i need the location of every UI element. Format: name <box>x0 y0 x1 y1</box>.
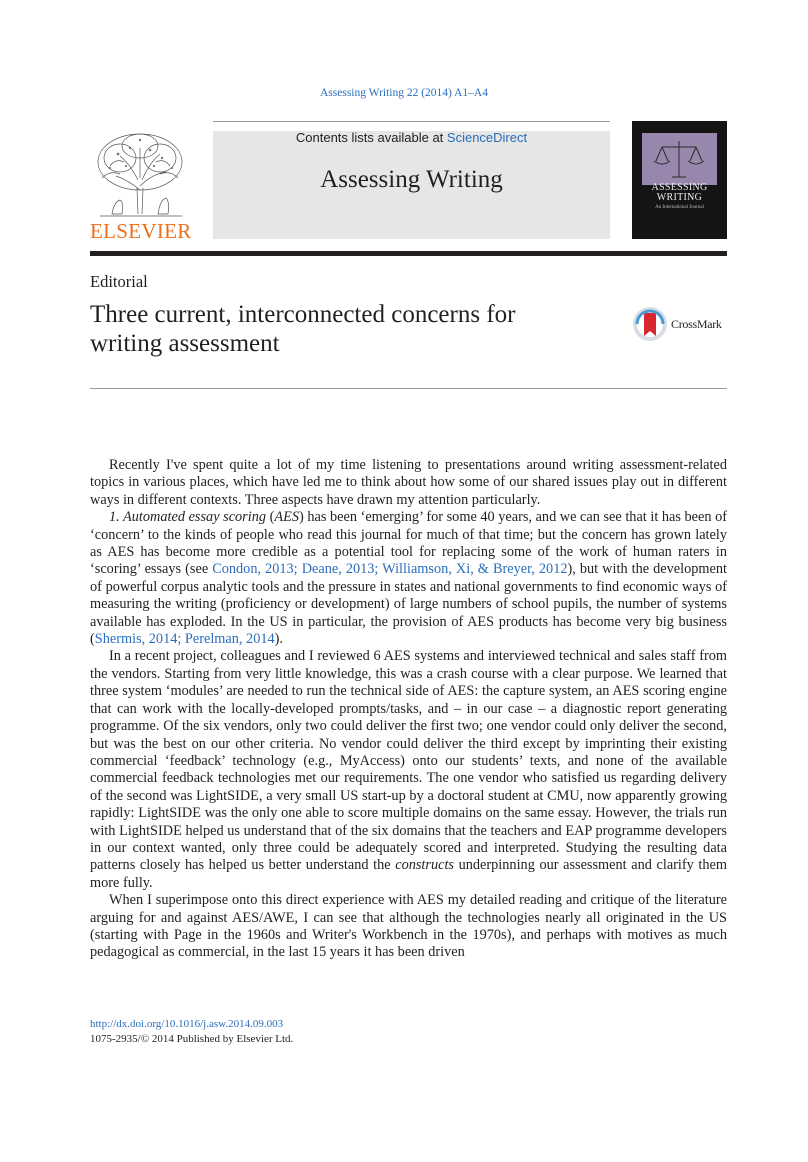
doi-link[interactable]: http://dx.doi.org/10.1016/j.asw.2014.09.003 <box>90 1018 284 1030</box>
publisher-wordmark[interactable]: ELSEVIER <box>90 219 192 243</box>
header-thick-rule <box>90 251 727 256</box>
body-text-run: underpinning our assessment and clarify them more fully. <box>90 857 727 891</box>
body-text-run: ) has been ‘emerging’ for some 40 years, and we can see that it has been of ‘concern’ to the kinds of people who read this journal for much of that time; but the concern has grown lately as AES has become more credible as a potential tool for replacing some of the work of human raters in ‘scoring’ essays (see <box>90 509 727 578</box>
body-paragraph: Recently I've spent quite a lot of my time listening to presentations around writing assessment-related topics in various places, which have led me to think about how some of our shared issues play out in different ways in different contexts. Three aspects have drawn my attention particularly. <box>90 457 727 508</box>
contents-availability-line <box>213 130 610 145</box>
body-paragraph <box>90 509 727 648</box>
journal-reference[interactable]: Assessing Writing 22 (2014) A1–A4 <box>320 87 488 99</box>
journal-cover-image[interactable] <box>632 121 727 239</box>
citation-link[interactable]: Shermis, 2014; Perelman, 2014 <box>94 631 275 648</box>
body-paragraph: When I superimpose onto this direct experience with AES my detailed reading and critique of the literature arguing for and against AES/AWE, I can see that although the technologies nearly all originated in the US (starting with Page in the 1960s and Writer's Workbench in the 1970s), and perhaps with motives as much pedagogical as commercial, in the last 15 years it has been driven <box>90 892 727 961</box>
sciencedirect-link[interactable]: ScienceDirect <box>446 130 528 145</box>
cover-title <box>632 183 727 203</box>
copyright-notice: 1075-2935/© 2014 Published by Elsevier Ltd. <box>90 1033 294 1045</box>
italic-abbreviation: AES <box>274 509 300 526</box>
crossmark-label[interactable]: CrossMark <box>671 317 722 331</box>
italic-lead: 1. Automated essay scoring <box>109 509 267 526</box>
contents-prefix: Contents lists available at <box>295 130 447 145</box>
article-title: Three current, interconnected concerns for writing assessment <box>90 301 516 357</box>
journal-title[interactable]: Assessing Writing <box>320 166 503 193</box>
cover-title-line1: ASSESSING <box>651 182 708 193</box>
body-text-run: ), but with the development of powerful corpus analytic tools and the pressure in states and national governments to find economic ways of measuring the writing (proficiency or development) of large numbers of school pupils, the number of systems available has exploded. In the US in particular, the provision of AES products has become very big business ( <box>90 561 727 648</box>
article-section-label: Editorial <box>90 272 148 291</box>
body-text-run: In a recent project, colleagues and I reviewed 6 AES systems and interviewed technical and sales staff from the vendors. Starting from very little knowledge, this was a crash course with a clear purpose. We learned that three system ‘modules’ are needed to run the technical side of AES: the capture system, an AES scoring engine that can work with the locally-developed prompts/tasks, and – in our case – a diagnostic report generating programme. Of the six vendors, only two could deliver the first two; one vendor could only deliver the second, but was the best on our other criteria. No vendor could deliver the third except by imprinting their existing commercial ‘feedback’ technology (e.g., MyAccess) onto our students’ texts, and none of the available commercial feedback technologies met our requirements. The one vendor who satisfied us regarding delivery of the second was LightSIDE, a very small US start-up by a doctoral student at CMU, now apparently growing rapidly: LightSIDE was the only one able to score multiple domains on the same essay. However, the trials run with LightSIDE helped us understand that of the six domains that the teachers and EAP programme developers in our context wanted, only three could be adequately scored and interpreted. Studying the resulting data patterns closely has helped us better understand the <box>90 648 727 874</box>
body-paragraph <box>90 648 727 892</box>
cover-subtitle: An International Journal <box>655 205 704 210</box>
cover-scales-icon <box>642 133 717 185</box>
body-text-run: ). <box>274 631 283 648</box>
masthead-top-rule <box>213 121 610 122</box>
paren-open: ( <box>266 509 275 526</box>
article-body <box>90 457 727 962</box>
cover-title-line2: WRITING <box>656 192 703 203</box>
italic-term: constructs <box>395 857 454 874</box>
citation-link[interactable]: Condon, 2013; Deane, 2013; Williamson, Xi, & Breyer, 2012 <box>212 561 568 578</box>
abstract-separator-rule <box>90 388 727 389</box>
cover-art <box>642 133 717 185</box>
